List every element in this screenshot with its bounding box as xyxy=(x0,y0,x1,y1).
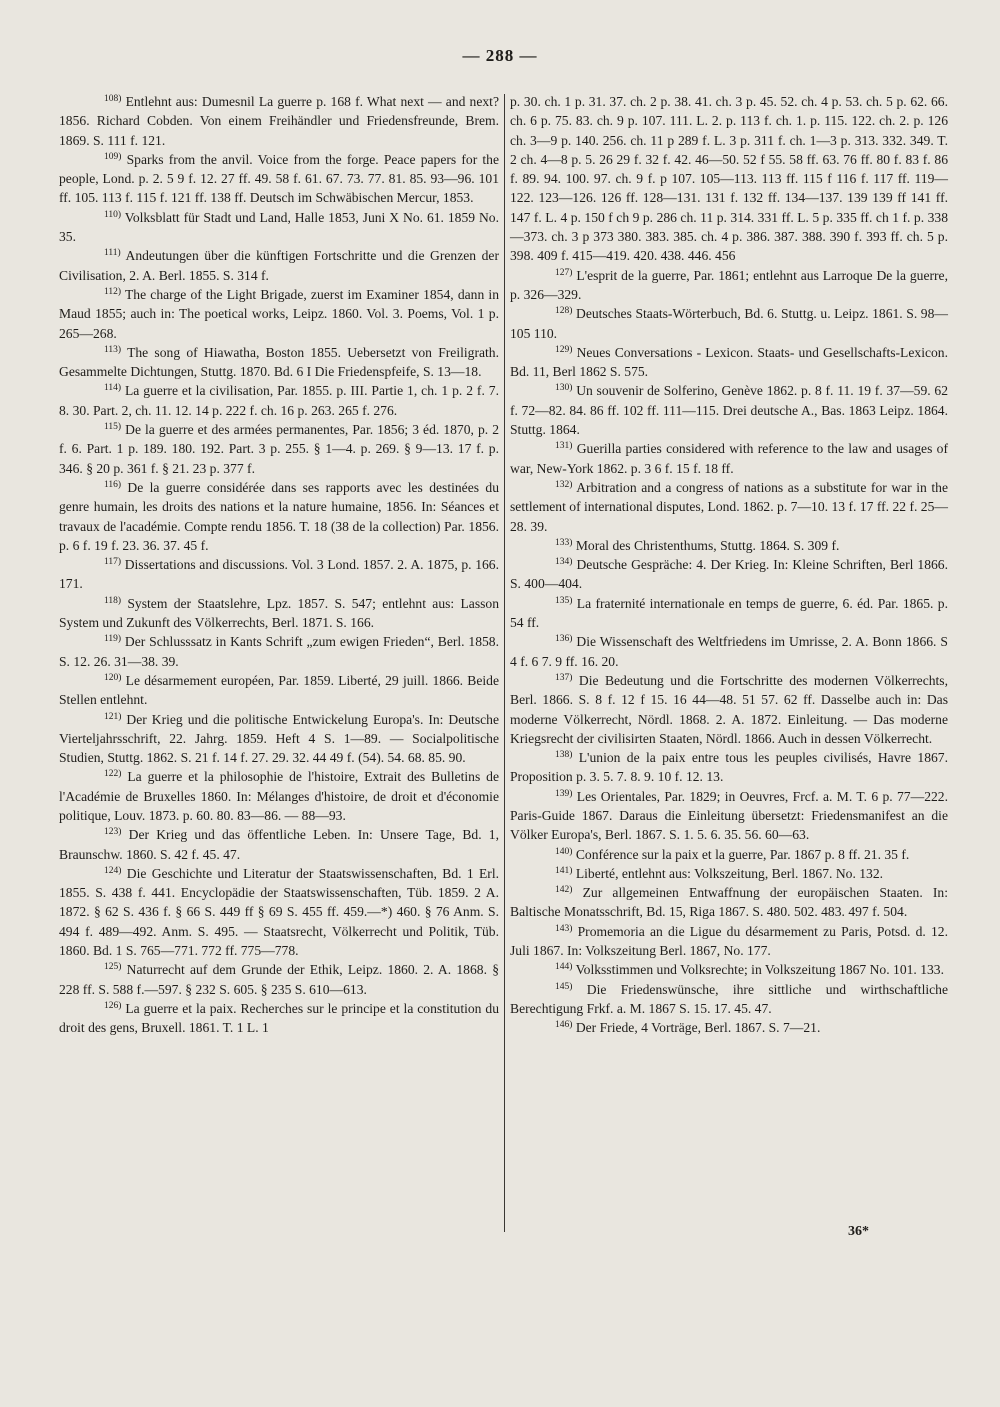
footnote-text: Die Bedeutung und die Fortschritte des modernen Völkerrechts, Berl. 1866. S. 8 f. 12 f 15. 16 44—48. 51 57. 62 ff. Dasselbe auch in: Das moderne Völkerrecht, Nördl. 1868. 2. A. 1872. Einleitung. — Das moderne Kriegsrecht der civilisirten Staaten, Nördl. 1866. Auch in dessen Völkerrecht. xyxy=(510,672,948,746)
footnote-number: 114) xyxy=(104,383,122,394)
footnote xyxy=(59,343,499,382)
footnote xyxy=(510,787,948,845)
footnote-text: Entlehnt aus: Dumesnil La guerre p. 168 f. What next — and next? 1856. Richard Cobden. Von einem Freihändler und Friedensfreunde, Brem. 1869. S. 111 f. 121. xyxy=(59,94,499,148)
footnote-text: L'union de la paix entre tous les peuples civilisés, Havre 1867. Proposition p. 3. 5. 7. 8. 9. 10 f. 12. 13. xyxy=(510,750,948,785)
footnote-text: Volksstimmen und Volksrechte; in Volkszeitung 1867 No. 101. 133. xyxy=(575,962,945,978)
footnote-text: Guerilla parties considered with reference to the law and usages of war, New-York 1862. p. 3 6 f. 15 f. 18 ff. xyxy=(510,441,948,476)
footnote-number: 120) xyxy=(104,672,122,683)
footnote-text: Andeutungen über die künftigen Fortschritte und die Grenzen der Civilisation, 2. A. Berl. 1855. S. 314 f. xyxy=(59,248,499,283)
footnote xyxy=(510,632,948,671)
footnote-text: La fraternité internationale en temps de guerre, 6. éd. Par. 1865. p. 54 ff. xyxy=(510,595,948,631)
footnote-text: The charge of the Light Brigade, zuerst im Examiner 1854, dann in Maud 1855; auch in: The poetical works, Leipz. 1860. Vol. 3. Poems, Vol. 1 p. 265—268. xyxy=(59,286,500,341)
page-number: — 288 — xyxy=(462,46,538,65)
footnote-text: Les Orientales, Par. 1829; in Oeuvres, Frcf. a. M. T. 6 p. 77—222. Paris-Guide 1867. Daraus die Einleitung übersetzt: Friedensmanifest an die Völker Europa's, Berl. 1867. S. 1. 5. 6. 35. 56. 60—63. xyxy=(510,788,948,843)
footnote-text: Deutsche Gespräche: 4. Der Krieg. In: Kleine Schriften, Berl 1866. S. 400—404. xyxy=(510,557,948,592)
footnote-number: 135) xyxy=(555,595,573,606)
footnote xyxy=(59,478,499,555)
footnote xyxy=(510,266,948,305)
footnote-number: 145) xyxy=(555,981,573,992)
footnote xyxy=(510,864,948,883)
footnote-number: 126) xyxy=(104,1000,122,1011)
footnote-number: 115) xyxy=(104,422,122,433)
footnote xyxy=(59,632,499,671)
footnote xyxy=(59,246,499,285)
footnote-number: 109) xyxy=(104,151,122,162)
footnote-number: 134) xyxy=(555,557,573,568)
footnote-text: Die Wissenschaft des Weltfriedens im Umrisse, 2. A. Bonn 1866. S 4 f. 6 7. 9 ff. 16. 20. xyxy=(510,634,948,669)
footnote-number: 125) xyxy=(104,962,122,973)
footnote-text: La guerre et la philosophie de l'histoire, Extrait des Bulletins de l'Académie de Bruxelles 1860. In: Mélanges d'histoire, de droit et d'économie politique, Louv. 1873. p. 60. 80. 83—86. — 88—93. xyxy=(59,769,499,823)
footnote-text: Zur allgemeinen Entwaffnung der europäischen Staaten. In: Baltische Monatsschrift, Bd. 15, Riga 1867. S. 480. 502. 483. 497 f. 504. xyxy=(510,885,949,920)
footnote xyxy=(59,960,499,999)
footnote xyxy=(510,980,948,1019)
footnote-number: 140) xyxy=(555,846,573,857)
footnote-number: 108) xyxy=(104,94,122,104)
footnote-number: 123) xyxy=(104,827,122,838)
footnote xyxy=(59,555,499,594)
footnote xyxy=(510,343,948,382)
footnote xyxy=(510,845,948,864)
footnote-text: L'esprit de la guerre, Par. 1861; entlehnt aus Larroque De la guerre, p. 326—329. xyxy=(510,267,948,302)
footnote-number: 118) xyxy=(104,595,122,606)
footnote-number: 143) xyxy=(555,923,573,934)
footnote-number: 129) xyxy=(555,344,573,355)
footnote xyxy=(59,671,499,710)
signature-mark: 36* xyxy=(848,1224,869,1239)
footnote-number: 142) xyxy=(555,885,573,896)
footnote-number: 117) xyxy=(104,557,122,568)
footnote-number: 127) xyxy=(555,267,573,278)
footnote-text: The song of Hiawatha, Boston 1855. Uebersetzt von Freiligrath. Gesammelte Dichtungen, Stuttg. 1870. Bd. 6 I Die Friedenspfeife, S. 13—18. xyxy=(59,344,499,380)
footnote-text: Naturrecht auf dem Grunde der Ethik, Leipz. 1860. 2. A. 1868. § 228 ff. S. 588 f.—597. § 232 S. 605. § 235 S. 610—613. xyxy=(59,962,499,997)
footnote-text: System der Staatslehre, Lpz. 1857. S. 547; entlehnt aus: Lasson System und Zukunft des Völkerrechts, Berl. 1871. S. 166. xyxy=(59,595,499,631)
footnote xyxy=(510,594,948,633)
footnote xyxy=(510,478,948,536)
footnote-number: 124) xyxy=(104,865,122,876)
footnote-text: Le désarmement européen, Par. 1859. Liberté, 29 juill. 1866. Beide Stellen entlehnt. xyxy=(59,672,500,708)
footnote-text: Die Friedenswünsche, ihre sittliche und wirthschaftliche Berechtigung Frkf. a. M. 1867 S. 15. 17. 45. 47. xyxy=(510,981,948,1016)
footnote xyxy=(59,999,499,1038)
footnote-number: 136) xyxy=(555,634,573,645)
footnote-number: 137) xyxy=(555,672,573,683)
footnote xyxy=(59,864,499,960)
footnote xyxy=(510,748,948,787)
footnote-text: Liberté, entlehnt aus: Volkszeitung, Berl. 1867. No. 132. xyxy=(575,865,884,881)
footnote-text: Promemoria an die Ligue du désarmement zu Paris, Potsd. d. 12. Juli 1867. In: Volkszeitung Berl. 1867, No. 177. xyxy=(510,923,948,959)
footnote xyxy=(510,304,948,343)
footnote-number: 131) xyxy=(555,441,573,452)
footnote-text: Neues Conversations - Lexicon. Staats- und Gesellschafts-Lexicon. Bd. 11, Berl 1862 S. 575. xyxy=(510,344,948,380)
footnote xyxy=(59,710,499,768)
footnote xyxy=(510,555,948,594)
footnote-number: 110) xyxy=(104,209,122,220)
footnote xyxy=(59,285,499,343)
footnote-number: 122) xyxy=(104,769,122,780)
footnote-text: Deutsches Staats-Wörterbuch, Bd. 6. Stuttg. u. Leipz. 1861. S. 98—105 110. xyxy=(510,306,948,341)
footnote xyxy=(510,536,948,555)
footnote xyxy=(59,208,499,247)
footnote-text: Der Krieg und das öffentliche Leben. In: Unsere Tage, Bd. 1, Braunschw. 1860. S. 42 f. 45. 47. xyxy=(59,827,499,862)
footnote-text: La guerre et la paix. Recherches sur le principe et la constitution du droit des gens, Bruxell. 1861. T. 1 L. 1 xyxy=(59,1000,499,1036)
left-column xyxy=(59,92,499,1038)
footnote-text: Der Friede, 4 Vorträge, Berl. 1867. S. 7—21. xyxy=(575,1020,821,1036)
footnote-text: Conférence sur la paix et la guerre, Par. 1867 p. 8 ff. 21. 35 f. xyxy=(575,846,910,862)
footnote xyxy=(510,960,948,979)
footnote-text: Sparks from the anvil. Voice from the forge. Peace papers for the people, Lond. p. 2. 5 9 f. 12. 27 ff. 49. 58 f. 61. 67. 73. 77. 81. 85. 93—96. 101 ff. 105. 113 f. 115 f. 121 ff. 138 ff. Deutsch im Schwäbischen Mercur, 1853. xyxy=(59,151,499,206)
footnote-number: 146) xyxy=(555,1020,573,1031)
footnote xyxy=(59,767,499,825)
footnote xyxy=(510,883,948,922)
footnote xyxy=(59,381,499,420)
footnote-text: Moral des Christenthums, Stuttg. 1864. S. 309 f. xyxy=(575,537,840,553)
footnote-number: 121) xyxy=(104,711,122,722)
footnote xyxy=(510,1018,948,1037)
footnote-continuation: p. 30. ch. 1 p. 31. 37. ch. 2 p. 38. 41. ch. 3 p. 45. 52. ch. 4 p. 53. ch. 5 p. 62. 66. ch. 6 p. 75. 83. ch. 9 p. 107. 111. L. 2. p. 113 f. ch. 1. p. 115. 122. ch. 2. p. 126 ch. 3—9 p. 140. 256. ch. 11 p 289 f. L. 3 p. 311 f. ch. 1—3 p. 313. 332. 349. T. 2 ch. 4—8 p. 5. 26 29 f. 32 f. 42. 46—50. 52 f 55. 58 ff. 63. 76 ff. 80 f. 83 f. 86 f. 89. 94. 100. 97. ch. 9 f. p 107. 105—113. 113 ff. 115 f 116 f. 117 ff. 119—122. 123—126. 126 ff. 128—131. 131 f. 132 ff. 134—137. 139 139 ff 141 ff. 147 f. L. 4 p. 150 f ch 9 p. 286 ch. 11 p. 314. 331 ff. L. 5 p. 335 ff. ch 1 f. p. 338—373. ch. 3 p 373 380. 383. 385. ch. 4 p. 386. 387. 388. 390 f. 393 ff. ch. 5 p. 398. 409 f. 415—419. 420. 438. 446. 456 xyxy=(510,94,948,264)
footnote-text: Un souvenir de Solferino, Genève 1862. p. 8 f. 11. 19 f. 37—59. 62 f. 72—82. 84. 86 ff. 102 ff. 111—115. Drei deutsche A., Bas. 1863 Leipz. 1864. Stuttg. 1864. xyxy=(510,383,948,438)
footnote-text: De la guerre et des armées permanentes, Par. 1856; 3 éd. 1870, p. 2 f. 6. Part. 1 p. 189. 180. 192. Part. 3 p. 255. § 1—4. p. 269. § 9—13. 17 f. p. 346. § 20 p. 361 f. § 21. 23 p. 377 f. xyxy=(59,422,500,476)
footnote-text: Dissertations and discussions. Vol. 3 Lond. 1857. 2. A. 1875, p. 166. 171. xyxy=(59,557,499,592)
footnote xyxy=(59,150,499,208)
right-column xyxy=(510,92,948,1038)
footnote xyxy=(59,594,499,633)
footnote-number: 112) xyxy=(104,286,122,297)
footnote-number: 139) xyxy=(555,788,573,799)
footnote xyxy=(510,381,948,439)
footnote-number: 113) xyxy=(104,344,122,355)
footnote-number: 133) xyxy=(555,537,573,548)
footnote-text: De la guerre considérée dans ses rapports avec les destinées du genre humain, les droits des nations et la nature humaine, 1856. In: Séances et travaux de l'académie. Compte rendu 1856. T. 18 (38 de la collection) Par. 1856. p. 6 f. 19 f. 23. 36. 37. 45 f. xyxy=(59,479,499,553)
footnote-text: Der Schlusssatz in Kants Schrift „zum ewigen Frieden“, Berl. 1858. S. 12. 26. 31—38. 39. xyxy=(59,634,499,669)
footnote-text: Arbitration and a congress of nations as a substitute for war in the settlement of international disputes, Lond. 1862. p. 7—10. 13 f. 17 ff. 22 f. 25—28. 39. xyxy=(510,479,948,534)
footnote xyxy=(59,420,499,478)
footnote-text: La guerre et la civilisation, Par. 1855. p. III. Partie 1, ch. 1 p. 2 f. 7. 8. 30. Part. 2, ch. 11. 12. 14 p. 222 f. ch. 16 p. 263. 265 f. 276. xyxy=(59,383,499,418)
footnote-text: Der Krieg und die politische Entwickelung Europa's. In: Deutsche Vierteljahrsschrift, 22. Jahrg. 1859. Heft 4 S. 1—89. — Socialpolitische Studien, Stuttg. 1862. S. 21 f. 14 f. 27. 29. 32. 44 49 f. (54). 54. 68. 85. 90. xyxy=(59,711,499,766)
footnote xyxy=(510,922,948,961)
footnote-number: 141) xyxy=(555,865,573,876)
footnote xyxy=(59,825,499,864)
footnote-number: 111) xyxy=(104,248,121,259)
footnote-number: 128) xyxy=(555,306,573,317)
footnote-number: 138) xyxy=(555,750,573,761)
column-divider xyxy=(504,94,505,1232)
footnote xyxy=(59,92,499,150)
footnote-number: 116) xyxy=(104,479,122,490)
footnote-text: Die Geschichte und Literatur der Staatswissenschaften, Bd. 1 Erl. 1855. S. 438 f. 441. Encyclopädie der Staatswissenschaften, Tüb. 1859. 2 A. 1872. § 62 S. 436 f. § 66 S. 449 ff § 69 S. 455 ff. 459.—*) 460. § 76 Anm. S. 494 f. 489—492. Anm. S. 495. — Staatsrecht, Völkerrecht und Politik, Tüb. 1860. Bd. 1 S. 765—771. 772 ff. 775—778. xyxy=(59,865,499,959)
footnote xyxy=(510,671,948,748)
footnote-number: 144) xyxy=(555,962,573,973)
footnote xyxy=(510,439,948,478)
footnote-number: 119) xyxy=(104,634,122,645)
footnote-text: Volksblatt für Stadt und Land, Halle 1853, Juni X No. 61. 1859 No. 35. xyxy=(59,209,499,245)
footnote-number: 130) xyxy=(555,383,573,394)
footnote-number: 132) xyxy=(555,479,573,490)
